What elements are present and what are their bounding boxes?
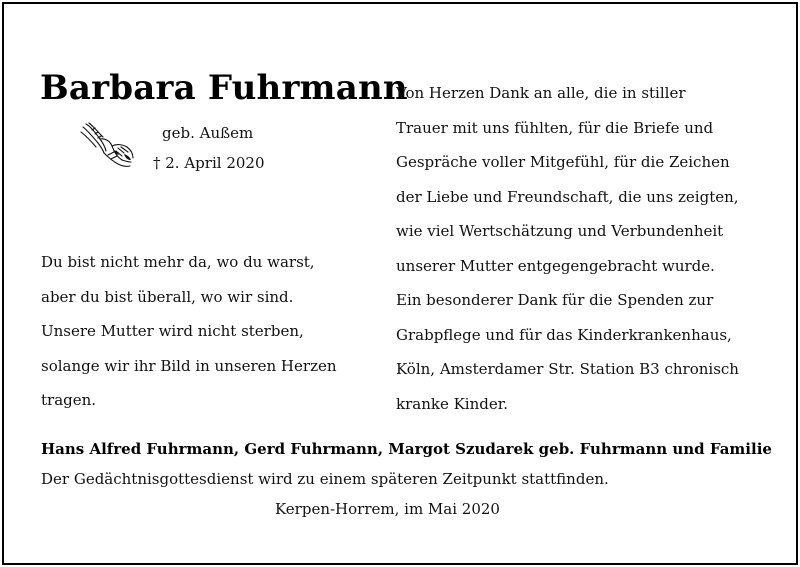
praying-hands-icon (78, 120, 136, 170)
place-date: Kerpen-Horrem, im Mai 2020 (275, 500, 500, 518)
obituary-notice (2, 2, 798, 565)
maiden-name: geb. Außem (162, 124, 254, 142)
poem-line: aber du bist überall, wo wir sind. (41, 287, 294, 306)
thanks-line: Trauer mit uns fühlten, für die Briefe und (396, 118, 714, 137)
poem-line: tragen. (41, 391, 97, 409)
poem-line: Unsere Mutter wird nicht sterben, (41, 322, 304, 340)
family-signature: Hans Alfred Fuhrmann, Gerd Fuhrmann, Margot Szudarek geb. Fuhrmann und Familie (41, 440, 772, 458)
death-date: † 2. April 2020 (153, 154, 265, 172)
poem-line: Du bist nicht mehr da, wo du warst, (41, 253, 315, 271)
thanks-line: Grabpflege und für das Kinderkrankenhaus, (396, 325, 732, 344)
thanks-text (396, 76, 739, 421)
thanks-line: Köln, Amsterdamer Str. Station B3 chronisch (396, 360, 739, 378)
service-note: Der Gedächtnisgottesdienst wird zu einem späteren Zeitpunkt stattfinden. (41, 470, 609, 488)
deceased-name: Barbara Fuhrmann (40, 68, 408, 108)
poem-line: solange wir ihr Bild in unseren Herzen (41, 356, 337, 375)
thanks-line: der Liebe und Freundschaft, die uns zeigten, (396, 187, 739, 206)
thanks-line: Ein besonderer Dank für die Spenden zur (396, 291, 714, 309)
thanks-line: Von Herzen Dank an alle, die in stiller (396, 84, 686, 102)
poem-text (41, 245, 337, 418)
thanks-line: kranke Kinder. (396, 394, 509, 413)
thanks-line: wie viel Wertschätzung und Verbundenheit (396, 222, 724, 240)
thanks-line: unserer Mutter entgegengebracht wurde. (396, 256, 715, 275)
thanks-line: Gespräche voller Mitgefühl, für die Zeichen (396, 153, 730, 171)
